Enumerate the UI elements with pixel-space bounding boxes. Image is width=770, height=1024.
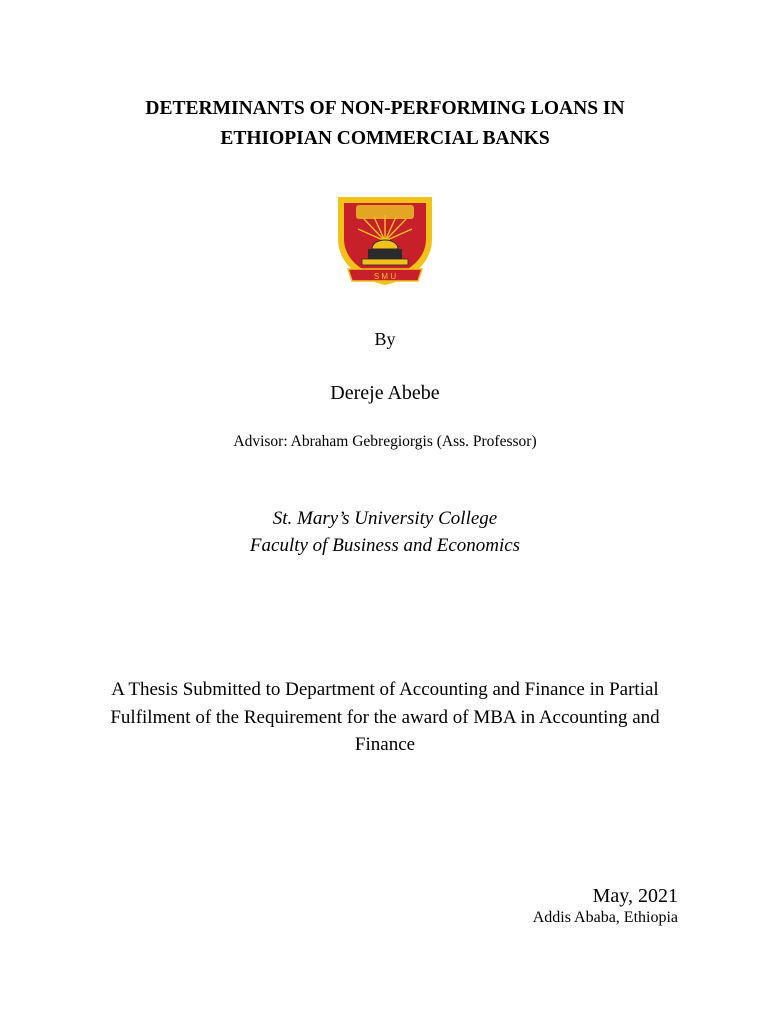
title-line-2: ETHIOPIAN COMMERCIAL BANKS: [220, 128, 550, 149]
thesis-statement-line-1: A Thesis Submitted to Department of Accounting and Finance in Partial: [111, 679, 659, 700]
by-label: By: [374, 329, 396, 349]
crest-banner-text: S M U: [373, 272, 397, 281]
crest-base: [362, 259, 408, 265]
thesis-statement-line-2: Fulfilment of the Requirement for the award of MBA in Accounting and: [110, 707, 660, 728]
crest-building: [368, 249, 402, 259]
author-name: Dereje Abebe: [330, 382, 440, 404]
faculty-name: Faculty of Business and Economics: [249, 535, 521, 556]
university-crest-icon: [334, 193, 436, 287]
title-line-1: DETERMINANTS OF NON-PERFORMING LOANS IN: [145, 98, 625, 119]
thesis-statement-line-3: Finance: [354, 734, 416, 755]
institution-name: St. Mary’s University College: [272, 508, 498, 529]
advisor-line: Advisor: Abraham Gebregiorgis (Ass. Professor): [233, 433, 537, 450]
submission-date: May, 2021: [592, 885, 678, 907]
submission-place: Addis Ababa, Ethiopia: [532, 909, 678, 926]
